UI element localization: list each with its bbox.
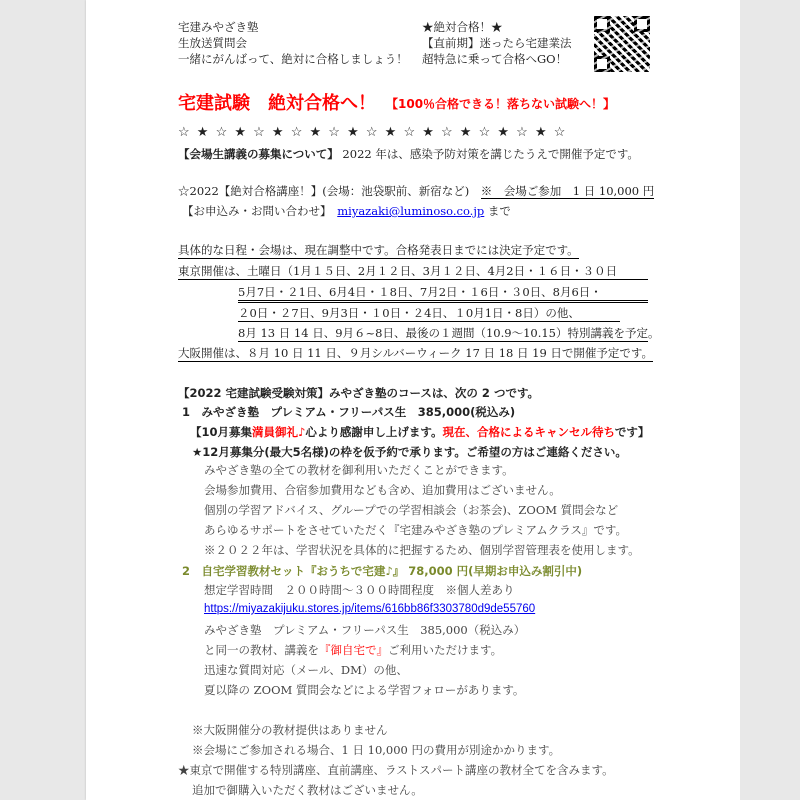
note: ※大阪開催分の教材提供はありません xyxy=(192,723,388,737)
document-page xyxy=(86,0,740,800)
store-link[interactable]: https://miyazakijuku.stores.jp/items/616bb86f3303780d9de55760 xyxy=(204,603,536,615)
note: ★東京で開催する特別講座、直前講座、ラストスパート講座の教材全てを含みます。 xyxy=(178,763,614,777)
header-right-3: 超特急に乗って合格へGO！ xyxy=(422,52,568,66)
notice-part: 心より感謝申し上げます。 xyxy=(305,425,443,439)
recruit-heading: 【会場生講義の募集について】 xyxy=(178,147,339,161)
plan2-home-highlight: 『御自宅で』 xyxy=(319,643,388,657)
header-left-1: 宅建みやざき塾 xyxy=(178,20,259,34)
plan2-line: 迅速な質問対応（メール、DM）の他、 xyxy=(204,663,408,677)
qr-code[interactable] xyxy=(594,16,650,72)
notice-full: 満員御礼♪ xyxy=(252,425,306,439)
course-line: ☆2022【絶対合格講座！】(会場：池袋駅前、新宿など) xyxy=(178,184,481,198)
schedule-line: 8月 13 日 14 日、9月６~8日、最後の１週間（10.9～10.15）特別講義を予定。 xyxy=(238,326,660,340)
schedule-line: 東京開催は、土曜日（1月１５日、2月１２日、3月１２日、4月2日・１６日・３０日 xyxy=(178,263,648,280)
plan1-line: 会場参加費用、合宿参加費用なども含め、追加費用はございません。 xyxy=(204,483,561,497)
viewer-background xyxy=(740,0,800,800)
note: ※会場にご参加される場合、1 日 10,000 円の費用が別途かかります。 xyxy=(192,743,561,757)
page-title: 宅建試験 絶対合格へ！ xyxy=(178,93,376,114)
email-link[interactable]: miyazaki@luminoso.co.jp xyxy=(337,204,485,218)
plan1-line: あらゆるサポートをさせていただく『宅建みやざき塾のプレミアムクラス』です。 xyxy=(204,523,627,537)
schedule-line: 大阪開催は、８月 10 日 11 日、９月シルバーウィーク 17 日 18 日 19 日で開催予定です。 xyxy=(178,346,654,360)
header-right-2: 【直前期】迷ったら宅建業法 xyxy=(422,36,572,50)
plan1-notice xyxy=(190,424,649,440)
plan2-same: みやざき塾 プレミアム・フリーパス生 385,000（税込み） xyxy=(204,623,526,637)
plan1-line: ※２０２２年は、学習状況を具体的に把握するため、個別学習管理表を使用します。 xyxy=(204,543,640,557)
notice-part: です】 xyxy=(614,425,650,439)
schedule-line: ２0日・２7日、9月3日・１0日・２4日、１0月1日・8日）の他、 xyxy=(238,305,620,322)
header-right-1: ★絶対合格！★ xyxy=(422,20,503,34)
plan2-hours: 想定学習時間 ２００時間～３００時間程度 ※個人差あり xyxy=(204,583,515,597)
plan2-home-text: と同一の教材、講義を xyxy=(204,643,319,657)
notice-waitlist: 現在、合格によるキャンセル待ち xyxy=(442,425,615,439)
header-left-2: 生放送質問会 xyxy=(178,36,247,50)
recruit-text: 2022 年は、感染予防対策を講じたうえで開催予定です。 xyxy=(338,147,639,161)
course-fee: ※ 会場ご参加 1 日 10,000 円 xyxy=(480,184,655,198)
plan1-december: ★12月募集分(最大5名様)の枠を仮予約で承ります。ご希望の方はご連絡ください。 xyxy=(192,445,627,459)
plan1-line: みやざき塾の全ての教材を御利用いただくことができます。 xyxy=(204,463,514,477)
schedule-line: 具体的な日程・会場は、現在調整中です。合格発表日までには決定予定です。 xyxy=(178,243,579,257)
contact-suffix: まで xyxy=(484,204,511,218)
header-left-3: 一緒にがんばって、絶対に合格しましょう！ xyxy=(178,52,408,66)
plan2-title: 2 自宅学習教材セット『おうちで宅建♪』 78,000 円(早期お申込み割引中) xyxy=(182,564,583,578)
star-divider: ☆ ★ ☆ ★ ☆ ★ ☆ ★ ☆ ★ ☆ ★ ☆ ★ ☆ ★ ☆ ★ ☆ ★ ☆ xyxy=(178,125,567,140)
plan1-title: 1 みやざき塾 プレミアム・フリーパス生 385,000(税込み) xyxy=(182,405,516,419)
plan2-home-text: ご利用いただけます。 xyxy=(388,643,503,657)
contact-label: 【お申込み・お問い合わせ】 xyxy=(182,204,338,218)
page-subtitle: 【100％合格できる！落ちない試験へ！】 xyxy=(386,97,616,111)
note: 追加で御購入いただく教材はございません。 xyxy=(192,783,423,797)
plan2-line: 夏以降の ZOOM 質問会などによる学習フォローがあります。 xyxy=(204,683,525,697)
plan1-line: 個別の学習アドバイス、グループでの学習相談会（お茶会)、ZOOM 質問会など xyxy=(204,503,619,517)
schedule-line: 5月7日・２1日、6月4日・１8日、7月2日・１6日・３0日、8月6日・ xyxy=(238,284,648,303)
notice-part: 【10月募集 xyxy=(190,425,253,439)
plans-heading: 【2022 宅建試験受験対策】みやざき塾のコースは、次の 2 つです。 xyxy=(178,386,540,400)
